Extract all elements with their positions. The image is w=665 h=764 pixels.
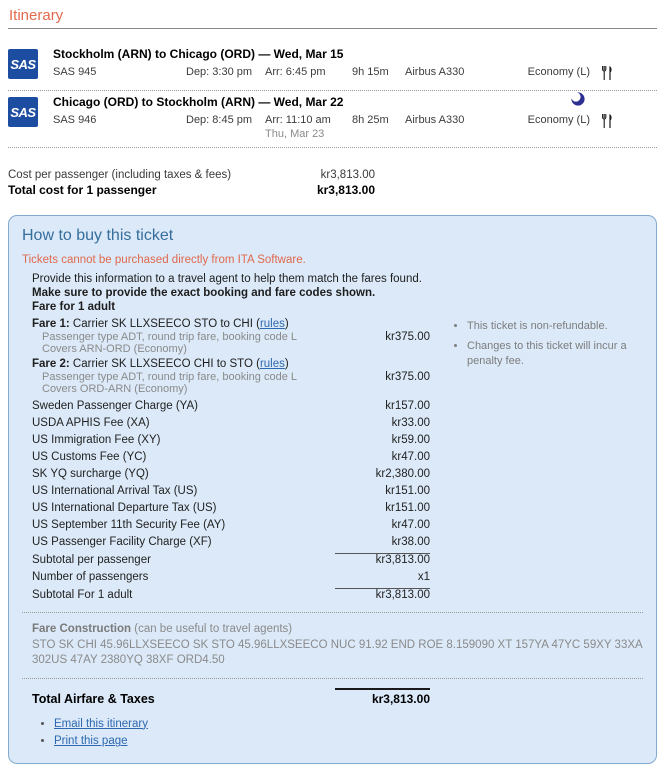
cost-summary	[8, 168, 657, 198]
how-to-buy-box	[8, 215, 657, 764]
flight-segment-outbound	[8, 43, 657, 90]
fare-block-2: Fare 2: Carrier SK LLXSEECO CHI to STO (rules) Passenger type ADT, round trip fare, booking code L kr375.00 Covers ORD-ARN (Economy)	[32, 358, 430, 395]
duration: 9h 15m	[352, 66, 389, 78]
divider	[22, 678, 643, 679]
print-page-link[interactable]: Print this page	[54, 735, 128, 748]
fee-row: USDA APHIS Fee (XA) kr33.00	[32, 416, 430, 429]
fare-rules-link[interactable]: rules	[259, 318, 285, 330]
cost-amount: kr3,813.00	[316, 183, 375, 197]
fee-row: US International Arrival Tax (US) kr151.00	[32, 484, 430, 497]
fare-amount: kr375.00	[385, 371, 430, 383]
departure-time: Dep: 3:30 pm	[186, 66, 253, 78]
fee-row: US Immigration Fee (XY) kr59.00	[32, 433, 430, 446]
fare-covers: Covers ORD-ARN (Economy)	[42, 383, 188, 395]
cabin-class: Economy (L)	[527, 114, 590, 126]
overnight-moon-icon	[571, 92, 585, 106]
total-airfare-row	[32, 688, 643, 706]
fare-block-1: Fare 1: Carrier SK LLXSEECO STO to CHI (rules) Passenger type ADT, round trip fare, booking code L kr375.00 Covers ARN-ORD (Economy)	[32, 318, 430, 355]
flight-number: SAS 945	[53, 66, 97, 78]
fare-amount: kr375.00	[385, 331, 430, 343]
instruction-line: Provide this information to a travel agent to help them match the fares found.	[32, 273, 422, 285]
cost-label: Cost per passenger (including taxes & fees)	[8, 169, 232, 181]
segment-title: Stockholm (ARN) to Chicago (ORD) — Wed, Mar 15	[53, 47, 344, 61]
page-title: Itinerary	[8, 3, 657, 29]
departure-time: Dep: 8:45 pm	[186, 114, 253, 126]
ticket-notes	[454, 319, 632, 374]
arrival-next-day: Thu, Mar 23	[265, 128, 325, 140]
fee-row: US Passenger Facility Charge (XF) kr38.00	[32, 535, 430, 548]
note-item: • Changes to this ticket will incur a penalty fee.	[467, 339, 627, 368]
purchase-warning: Tickets cannot be purchased directly from ITA Software.	[22, 254, 306, 266]
sas-logo: SAS	[8, 97, 38, 127]
fare-number: Fare 2:	[32, 358, 70, 370]
fare-covers: Covers ARN-ORD (Economy)	[42, 343, 187, 355]
flight-segment-return	[8, 90, 657, 147]
action-links	[40, 716, 643, 752]
aircraft: Airbus A330	[405, 114, 465, 126]
fee-row: US Customs Fee (YC) kr47.00	[32, 450, 430, 463]
cost-amount: kr3,813.00	[320, 169, 375, 181]
flight-table	[8, 43, 657, 148]
segment-details	[53, 114, 657, 140]
total-label: Total Airfare & Taxes	[32, 691, 155, 706]
cost-per-passenger-row	[8, 168, 657, 182]
fare-breakdown	[32, 317, 430, 603]
fare-construction-label: Fare Construction	[32, 623, 132, 635]
subtotal-adult-row: Subtotal For 1 adult kr3,813.00	[32, 588, 430, 601]
total-amount: kr3,813.00	[335, 688, 430, 706]
subtotal-per-passenger-row: Subtotal per passenger kr3,813.00	[32, 553, 430, 566]
fare-construction-text: STO SK CHI 45.96LLXSEECO SK STO 45.96LLXSEECO NUC 91.92 END ROE 8.159090 XT 157YA 47YC 59XY 33XA 302US 47AY 2380YQ 38XF ORD4.50	[32, 638, 643, 667]
cost-label: Total cost for 1 passenger	[8, 183, 157, 197]
fare-detail: Passenger type ADT, round trip fare, booking code L	[42, 331, 297, 343]
email-itinerary-link[interactable]: Email this itinerary	[54, 717, 148, 730]
box-title: How to buy this ticket	[22, 227, 174, 244]
fee-row: US September 11th Security Fee (AY) kr47.00	[32, 518, 430, 531]
total-cost-row	[8, 182, 657, 198]
instruction-line-bold: Make sure to provide the exact booking and fare codes shown.	[32, 287, 376, 299]
fare-carrier-text: Carrier SK LLXSEECO STO to CHI (	[69, 318, 260, 330]
fare-construction-note: (can be useful to travel agents)	[131, 623, 293, 635]
passenger-count-row: Number of passengers x1	[32, 570, 430, 583]
meal-utensils-icon	[590, 66, 624, 83]
fare-number: Fare 1:	[32, 318, 70, 330]
fare-rules-link[interactable]: rules	[259, 358, 285, 370]
duration: 8h 25m	[352, 114, 389, 126]
fare-detail: Passenger type ADT, round trip fare, booking code L	[42, 371, 297, 383]
fare-for-heading: Fare for 1 adult	[32, 301, 116, 313]
segment-details	[53, 66, 657, 83]
cabin-class: Economy (L)	[527, 66, 590, 78]
fare-carrier-text: Carrier SK LLXSEECO CHI to STO (	[69, 358, 260, 370]
fee-row: SK YQ surcharge (YQ) kr2,380.00	[32, 467, 430, 480]
sas-logo: SAS	[8, 49, 38, 79]
arrival-time: Arr: 6:45 pm	[265, 66, 326, 78]
aircraft: Airbus A330	[405, 66, 465, 78]
divider	[22, 612, 643, 613]
fee-row: Sweden Passenger Charge (YA) kr157.00	[32, 399, 430, 412]
note-item: • This ticket is non-refundable.	[467, 319, 627, 333]
meal-utensils-icon	[590, 114, 624, 131]
fee-row: US International Departure Tax (US) kr151.00	[32, 501, 430, 514]
segment-title: Chicago (ORD) to Stockholm (ARN) — Wed, Mar 22	[53, 95, 344, 109]
flight-number: SAS 946	[53, 114, 97, 126]
fare-construction	[32, 622, 643, 669]
arrival-time: Arr: 11:10 am	[265, 114, 331, 126]
